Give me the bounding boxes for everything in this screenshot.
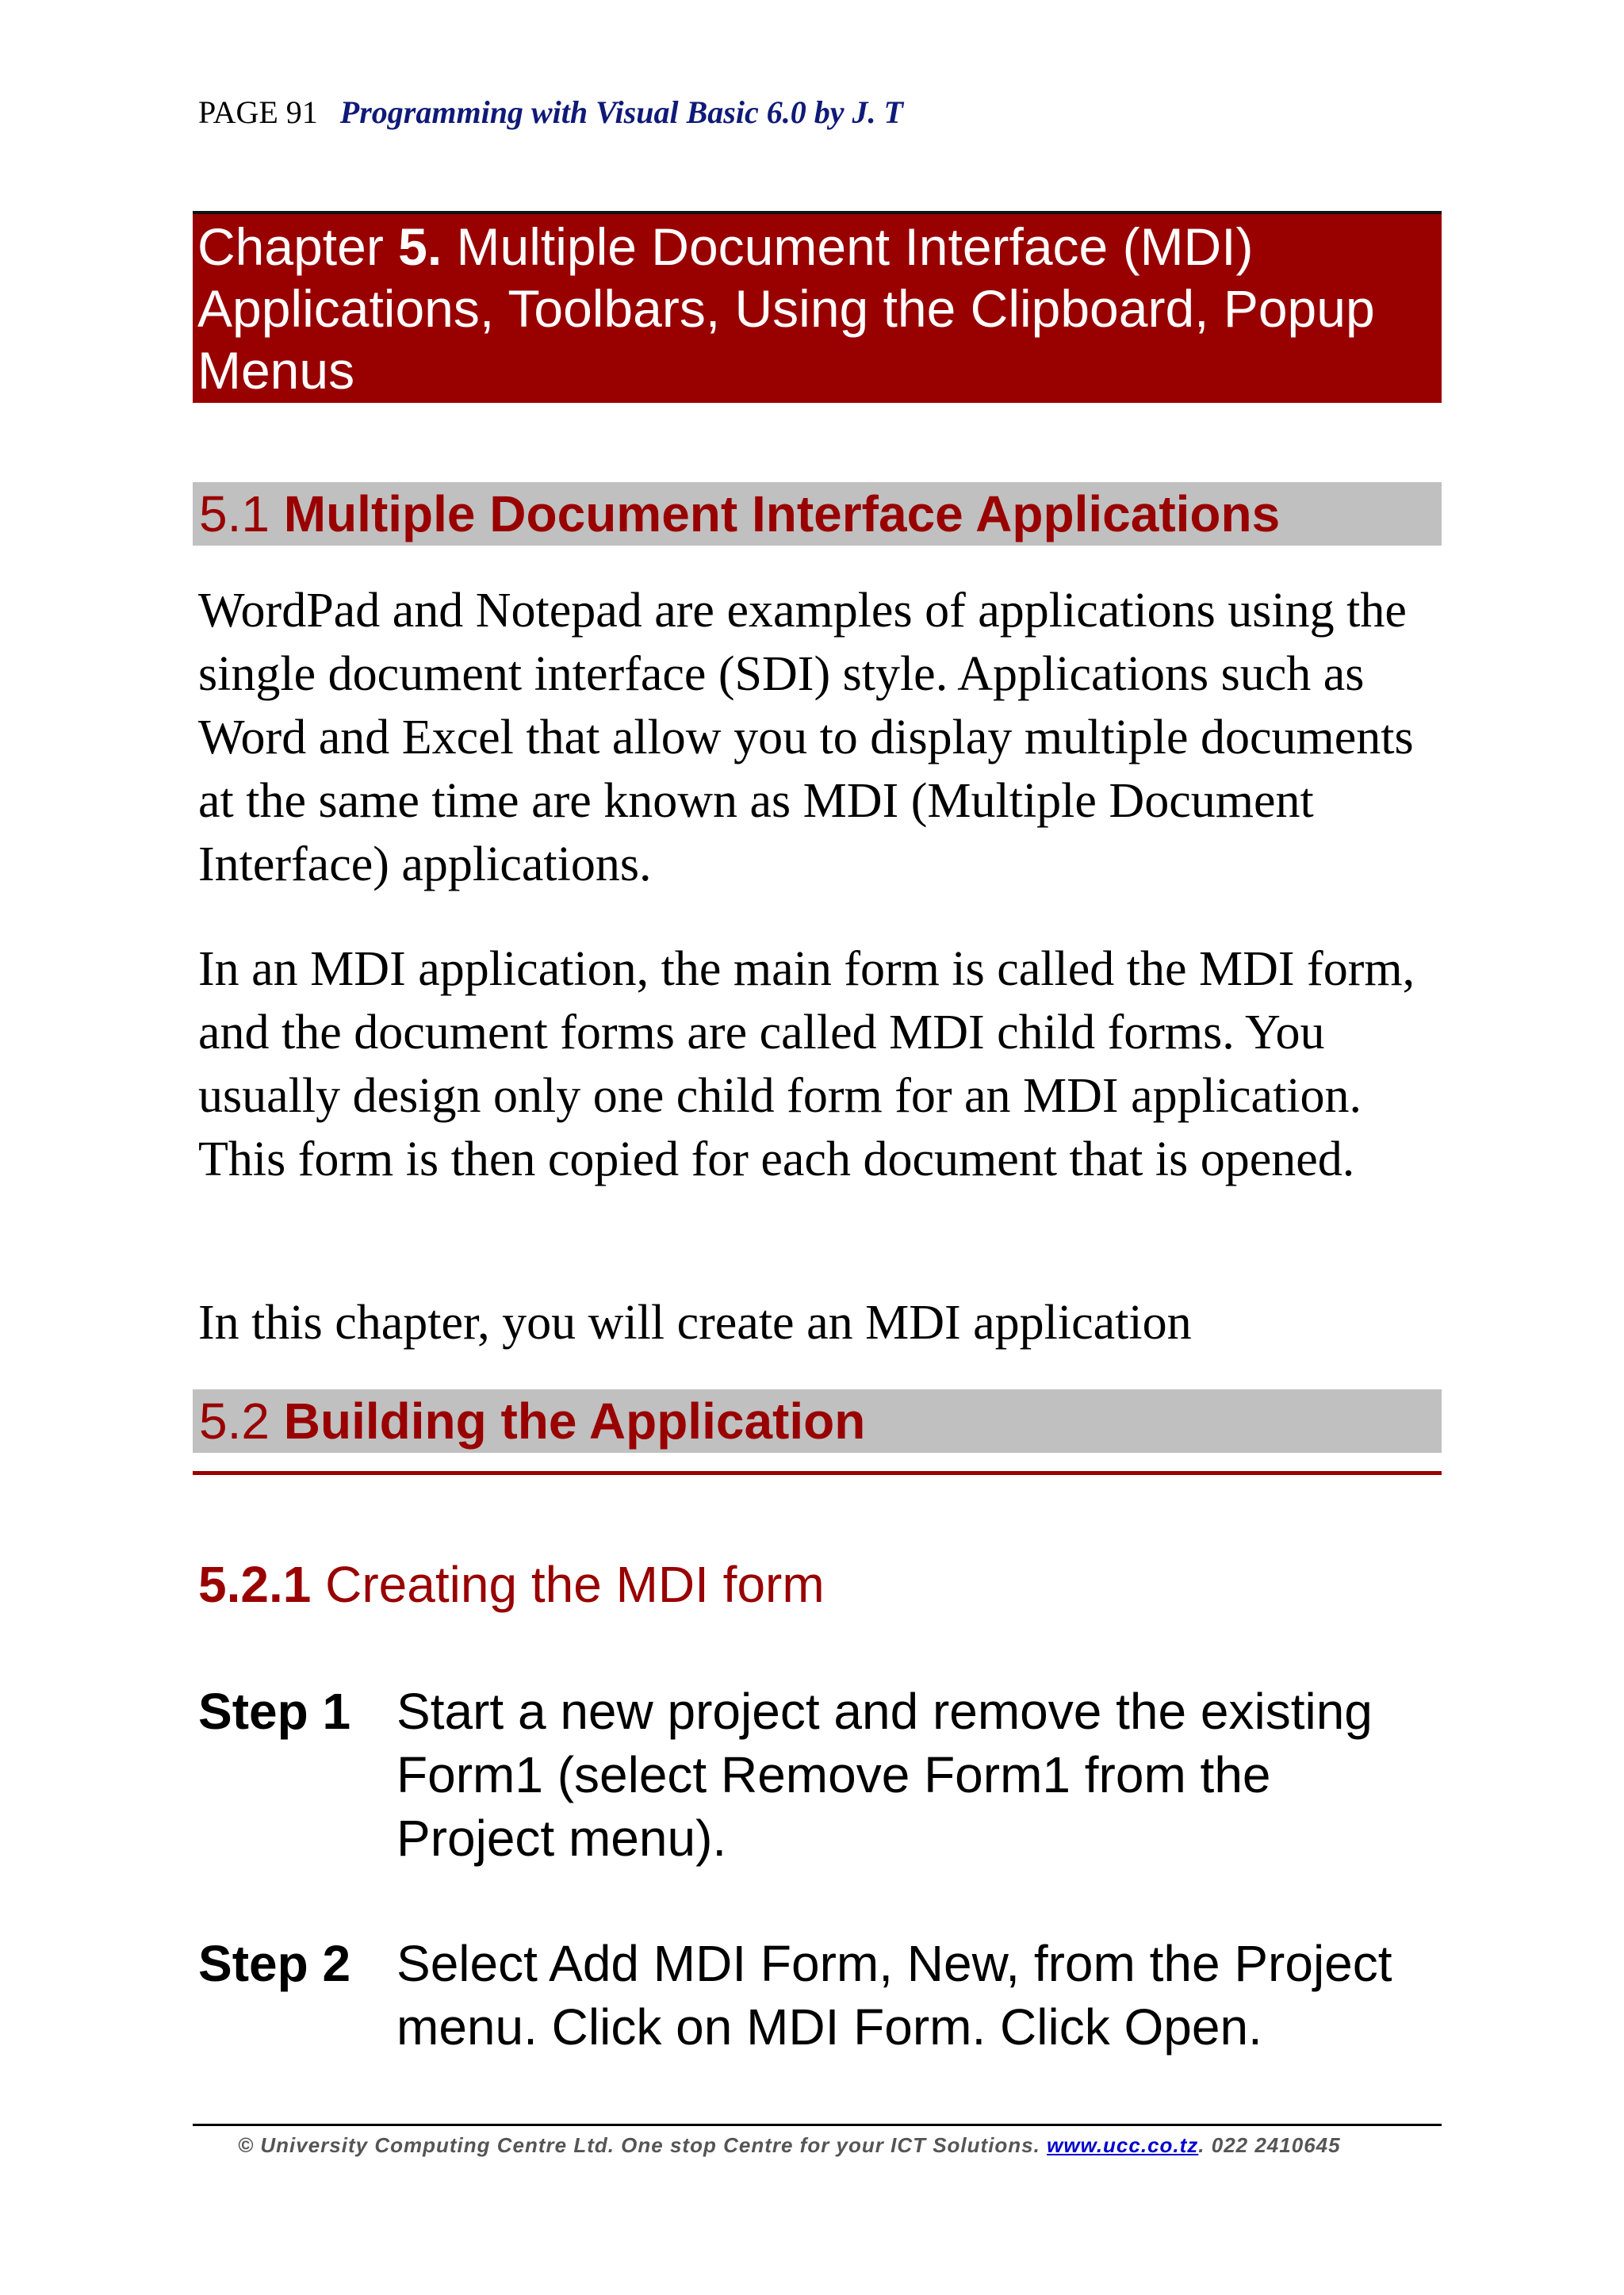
book-title: Programming with Visual Basic 6.0 by J. T [339, 94, 903, 130]
section-title: Multiple Document Interface Applications [283, 485, 1281, 542]
section-title: Building the Application [283, 1393, 866, 1450]
step-text: Select Add MDI Form, New, from the Project menu. Click on MDI Form. Click Open. [396, 1935, 1392, 2056]
step-text: Start a new project and remove the existing Form1 (select Remove Form1 from the Project menu). [396, 1683, 1373, 1867]
section-number: 5.2 [199, 1393, 270, 1450]
chapter-number: 5. [398, 217, 442, 276]
page-header [198, 94, 903, 131]
footer-text: © University Computing Centre Ltd. One stop Centre for your ICT Solutions. [238, 2133, 1040, 2157]
subsection-number: 5.2.1 [198, 1556, 312, 1613]
chapter-title: Multiple Document Interface (MDI) Applications, Toolbars, Using the Clipboard, Popup Menus [197, 217, 1375, 400]
subsection-title: Creating the MDI form [325, 1556, 825, 1613]
step-label: Step 2 [198, 1935, 351, 1992]
footer-website-link[interactable]: www.ucc.co.tz [1047, 2133, 1199, 2157]
step-label: Step 1 [198, 1683, 351, 1740]
page-footer [238, 2133, 1341, 2158]
page-number: PAGE 91 [198, 94, 318, 130]
section-heading-5-1 [193, 482, 1442, 546]
chapter-prefix: Chapter [197, 217, 384, 276]
section-divider [193, 1471, 1442, 1475]
footer-divider [193, 2124, 1442, 2126]
section-heading-5-2 [193, 1389, 1442, 1453]
paragraph-1: WordPad and Notepad are examples of applications using the single document interface (SDI) style. Applications such as Word and Excel that allow you to display multiple documents at the same time are known as MDI (Multiple Document Interface) applications. [198, 584, 1414, 891]
paragraph-3: In this chapter, you will create an MDI application [198, 1296, 1192, 1350]
footer-phone: . 022 2410645 [1198, 2133, 1341, 2157]
section-number: 5.1 [199, 485, 270, 542]
subsection-heading [198, 1553, 825, 1616]
chapter-heading [193, 211, 1442, 403]
paragraph-2: In an MDI application, the main form is called the MDI form, and the document forms are called MDI child forms. You usually design only one child form for an MDI application. This form is then copied for each document that is opened. [198, 942, 1415, 1186]
